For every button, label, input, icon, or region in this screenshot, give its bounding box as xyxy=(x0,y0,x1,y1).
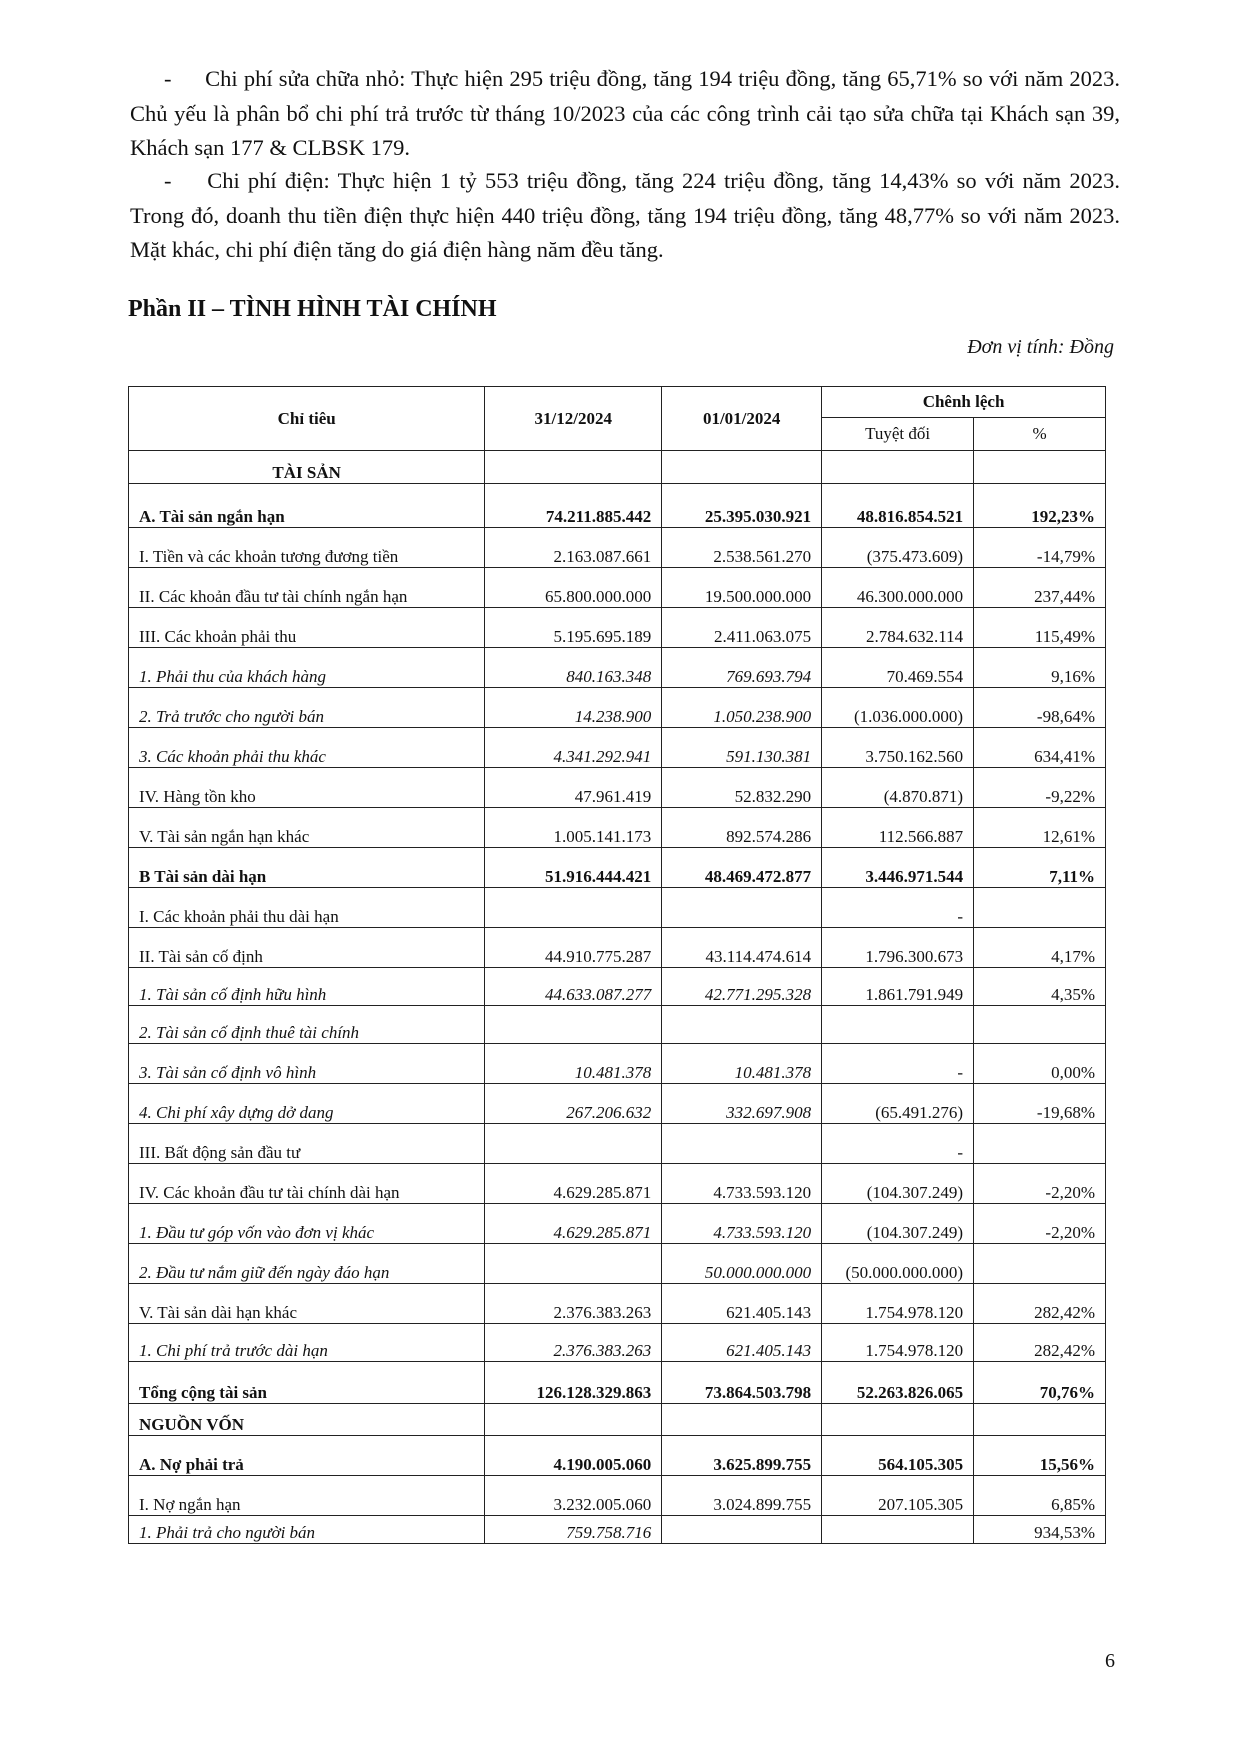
table-row xyxy=(129,1362,1106,1404)
header-01-01-2024: 01/01/2024 xyxy=(662,387,822,451)
cell-01-01-2024: 19.500.000.000 xyxy=(662,568,822,608)
paragraph-text: Chi phí sửa chữa nhỏ: Thực hiện 295 triệu đồng, tăng 194 triệu đồng, tăng 65,71% so với năm 2023. Chủ yếu là phân bổ chi phí trả trước từ tháng 10/2023 của các công trình cải tạo sửa chữa tại Khách sạn 39, Khách sạn 177 & CLBSK 179. xyxy=(130,66,1120,160)
table-row xyxy=(129,728,1106,768)
cell-tuyet-doi: - xyxy=(822,1044,974,1084)
table-row xyxy=(129,648,1106,688)
header-percent: % xyxy=(974,418,1106,451)
page-number: 6 xyxy=(1105,1650,1115,1672)
table-row xyxy=(129,568,1106,608)
table-row xyxy=(129,1436,1106,1476)
table-row xyxy=(129,1006,1106,1044)
cell-31-12-2024: 4.341.292.941 xyxy=(485,728,662,768)
cell-31-12-2024: 267.206.632 xyxy=(485,1084,662,1124)
cell-tuyet-doi: (104.307.249) xyxy=(822,1164,974,1204)
table-row xyxy=(129,1044,1106,1084)
cell-tuyet-doi: 1.754.978.120 xyxy=(822,1324,974,1362)
cell-01-01-2024: 48.469.472.877 xyxy=(662,848,822,888)
table-row xyxy=(129,848,1106,888)
cell-percent xyxy=(974,1404,1106,1436)
row-label: II. Tài sản cố định xyxy=(129,928,485,968)
cell-tuyet-doi: (104.307.249) xyxy=(822,1204,974,1244)
cell-tuyet-doi xyxy=(822,1404,974,1436)
cell-percent: -19,68% xyxy=(974,1084,1106,1124)
cell-01-01-2024: 3.625.899.755 xyxy=(662,1436,822,1476)
cell-01-01-2024: 3.024.899.755 xyxy=(662,1476,822,1516)
row-label: I. Các khoản phải thu dài hạn xyxy=(129,888,485,928)
cell-percent xyxy=(974,1244,1106,1284)
cell-percent xyxy=(974,1124,1106,1164)
cell-01-01-2024: 621.405.143 xyxy=(662,1284,822,1324)
cell-tuyet-doi: (375.473.609) xyxy=(822,528,974,568)
row-label: II. Các khoản đầu tư tài chính ngắn hạn xyxy=(129,568,485,608)
row-label: IV. Các khoản đầu tư tài chính dài hạn xyxy=(129,1164,485,1204)
cell-01-01-2024 xyxy=(662,888,822,928)
cell-tuyet-doi: 207.105.305 xyxy=(822,1476,974,1516)
cell-tuyet-doi xyxy=(822,1006,974,1044)
cell-01-01-2024: 4.733.593.120 xyxy=(662,1164,822,1204)
cell-31-12-2024: 5.195.695.189 xyxy=(485,608,662,648)
cell-31-12-2024: 10.481.378 xyxy=(485,1044,662,1084)
cell-percent xyxy=(974,888,1106,928)
row-label: 3. Các khoản phải thu khác xyxy=(129,728,485,768)
row-label: A. Nợ phải trả xyxy=(129,1436,485,1476)
cell-31-12-2024 xyxy=(485,1244,662,1284)
cell-01-01-2024: 50.000.000.000 xyxy=(662,1244,822,1284)
table-row xyxy=(129,808,1106,848)
cell-31-12-2024 xyxy=(485,1404,662,1436)
cell-tuyet-doi: - xyxy=(822,1124,974,1164)
cell-percent xyxy=(974,451,1106,484)
table-row xyxy=(129,688,1106,728)
table-row xyxy=(129,608,1106,648)
cell-percent: 9,16% xyxy=(974,648,1106,688)
cell-31-12-2024: 2.163.087.661 xyxy=(485,528,662,568)
cell-percent: 12,61% xyxy=(974,808,1106,848)
table-row xyxy=(129,484,1106,528)
cell-tuyet-doi: (4.870.871) xyxy=(822,768,974,808)
cell-31-12-2024 xyxy=(485,888,662,928)
row-label: 1. Phải trả cho người bán xyxy=(129,1516,485,1544)
table-row xyxy=(129,1204,1106,1244)
cell-tuyet-doi: 70.469.554 xyxy=(822,648,974,688)
table-row xyxy=(129,1404,1106,1436)
cell-percent: 115,49% xyxy=(974,608,1106,648)
table-row xyxy=(129,1324,1106,1362)
row-label: I. Tiền và các khoản tương đương tiền xyxy=(129,528,485,568)
cell-tuyet-doi: 564.105.305 xyxy=(822,1436,974,1476)
cell-percent: -14,79% xyxy=(974,528,1106,568)
cell-01-01-2024: 1.050.238.900 xyxy=(662,688,822,728)
table-body xyxy=(129,451,1106,1544)
cell-percent: 934,53% xyxy=(974,1516,1106,1544)
cell-01-01-2024 xyxy=(662,1516,822,1544)
cell-31-12-2024: 74.211.885.442 xyxy=(485,484,662,528)
cell-percent: 282,42% xyxy=(974,1324,1106,1362)
cell-percent: 634,41% xyxy=(974,728,1106,768)
cell-tuyet-doi: 52.263.826.065 xyxy=(822,1362,974,1404)
cell-percent: 237,44% xyxy=(974,568,1106,608)
paragraph-electricity-cost xyxy=(130,164,1120,268)
cell-percent: 282,42% xyxy=(974,1284,1106,1324)
cell-tuyet-doi: 2.784.632.114 xyxy=(822,608,974,648)
paragraph-minor-repair-cost xyxy=(130,62,1120,166)
cell-31-12-2024: 4.190.005.060 xyxy=(485,1436,662,1476)
cell-01-01-2024: 43.114.474.614 xyxy=(662,928,822,968)
cell-tuyet-doi xyxy=(822,1516,974,1544)
cell-01-01-2024 xyxy=(662,1404,822,1436)
cell-tuyet-doi: 46.300.000.000 xyxy=(822,568,974,608)
cell-percent: 70,76% xyxy=(974,1362,1106,1404)
paragraph-text: Chi phí điện: Thực hiện 1 tỷ 553 triệu đồng, tăng 224 triệu đồng, tăng 14,43% so với năm 2023. Trong đó, doanh thu tiền điện thực hiện 440 triệu đồng, tăng 194 triệu đồng, tăng 48,77% so với năm 2023. Mặt khác, chi phí điện tăng do giá điện hàng năm đều tăng. xyxy=(130,168,1120,262)
row-label: B Tài sản dài hạn xyxy=(129,848,485,888)
table-row xyxy=(129,1164,1106,1204)
cell-tuyet-doi: 112.566.887 xyxy=(822,808,974,848)
header-31-12-2024: 31/12/2024 xyxy=(485,387,662,451)
cell-01-01-2024: 10.481.378 xyxy=(662,1044,822,1084)
row-label: 2. Đầu tư nắm giữ đến ngày đáo hạn xyxy=(129,1244,485,1284)
cell-31-12-2024: 65.800.000.000 xyxy=(485,568,662,608)
cell-percent: 7,11% xyxy=(974,848,1106,888)
cell-percent: 4,35% xyxy=(974,968,1106,1006)
header-chenh-lech: Chênh lệch xyxy=(822,387,1106,418)
cell-percent xyxy=(974,1006,1106,1044)
row-label: 2. Tài sản cố định thuê tài chính xyxy=(129,1006,485,1044)
cell-31-12-2024 xyxy=(485,1124,662,1164)
bullet-dash: - xyxy=(164,66,172,91)
row-label: 1. Tài sản cố định hữu hình xyxy=(129,968,485,1006)
cell-tuyet-doi: 3.446.971.544 xyxy=(822,848,974,888)
cell-tuyet-doi: - xyxy=(822,888,974,928)
cell-percent: 6,85% xyxy=(974,1476,1106,1516)
cell-01-01-2024: 2.411.063.075 xyxy=(662,608,822,648)
unit-note: Đơn vị tính: Đồng xyxy=(967,336,1114,358)
cell-tuyet-doi: 1.796.300.673 xyxy=(822,928,974,968)
table-row xyxy=(129,888,1106,928)
cell-31-12-2024: 759.758.716 xyxy=(485,1516,662,1544)
row-label: 2. Trả trước cho người bán xyxy=(129,688,485,728)
table-row xyxy=(129,528,1106,568)
row-label: V. Tài sản dài hạn khác xyxy=(129,1284,485,1324)
cell-01-01-2024: 769.693.794 xyxy=(662,648,822,688)
cell-01-01-2024: 52.832.290 xyxy=(662,768,822,808)
cell-31-12-2024: 44.910.775.287 xyxy=(485,928,662,968)
cell-percent: -9,22% xyxy=(974,768,1106,808)
cell-31-12-2024: 2.376.383.263 xyxy=(485,1324,662,1362)
table-row xyxy=(129,1284,1106,1324)
row-label: NGUỒN VỐN xyxy=(129,1404,485,1436)
cell-31-12-2024: 51.916.444.421 xyxy=(485,848,662,888)
table-row xyxy=(129,1124,1106,1164)
cell-tuyet-doi: (50.000.000.000) xyxy=(822,1244,974,1284)
row-label: 1. Chi phí trả trước dài hạn xyxy=(129,1324,485,1362)
table-row xyxy=(129,768,1106,808)
table-row xyxy=(129,968,1106,1006)
table-row xyxy=(129,451,1106,484)
table-row xyxy=(129,1084,1106,1124)
row-label: A. Tài sản ngắn hạn xyxy=(129,484,485,528)
row-label: 1. Đầu tư góp vốn vào đơn vị khác xyxy=(129,1204,485,1244)
cell-01-01-2024: 73.864.503.798 xyxy=(662,1362,822,1404)
cell-01-01-2024: 25.395.030.921 xyxy=(662,484,822,528)
cell-31-12-2024 xyxy=(485,451,662,484)
table-row xyxy=(129,928,1106,968)
cell-01-01-2024 xyxy=(662,451,822,484)
cell-tuyet-doi: (1.036.000.000) xyxy=(822,688,974,728)
row-label: IV. Hàng tồn kho xyxy=(129,768,485,808)
cell-percent: 0,00% xyxy=(974,1044,1106,1084)
cell-01-01-2024: 332.697.908 xyxy=(662,1084,822,1124)
row-label: 1. Phải thu của khách hàng xyxy=(129,648,485,688)
cell-percent: 4,17% xyxy=(974,928,1106,968)
cell-tuyet-doi: 1.754.978.120 xyxy=(822,1284,974,1324)
section-title: Phần II – TÌNH HÌNH TÀI CHÍNH xyxy=(128,296,497,322)
financial-table xyxy=(128,386,1106,1544)
row-label: I. Nợ ngắn hạn xyxy=(129,1476,485,1516)
cell-tuyet-doi: 48.816.854.521 xyxy=(822,484,974,528)
cell-31-12-2024: 1.005.141.173 xyxy=(485,808,662,848)
cell-01-01-2024: 42.771.295.328 xyxy=(662,968,822,1006)
cell-31-12-2024: 4.629.285.871 xyxy=(485,1164,662,1204)
row-label: 4. Chi phí xây dựng dở dang xyxy=(129,1084,485,1124)
cell-01-01-2024: 2.538.561.270 xyxy=(662,528,822,568)
cell-tuyet-doi xyxy=(822,451,974,484)
row-label: TÀI SẢN xyxy=(129,451,485,484)
cell-31-12-2024: 126.128.329.863 xyxy=(485,1362,662,1404)
cell-tuyet-doi: (65.491.276) xyxy=(822,1084,974,1124)
cell-tuyet-doi: 1.861.791.949 xyxy=(822,968,974,1006)
row-label: 3. Tài sản cố định vô hình xyxy=(129,1044,485,1084)
cell-tuyet-doi: 3.750.162.560 xyxy=(822,728,974,768)
table-row xyxy=(129,1244,1106,1284)
cell-31-12-2024: 14.238.900 xyxy=(485,688,662,728)
cell-percent: 192,23% xyxy=(974,484,1106,528)
header-tuyet-doi: Tuyệt đối xyxy=(822,418,974,451)
cell-percent: -98,64% xyxy=(974,688,1106,728)
table-row xyxy=(129,1516,1106,1544)
cell-31-12-2024: 44.633.087.277 xyxy=(485,968,662,1006)
cell-31-12-2024: 2.376.383.263 xyxy=(485,1284,662,1324)
cell-percent: 15,56% xyxy=(974,1436,1106,1476)
row-label: Tổng cộng tài sản xyxy=(129,1362,485,1404)
row-label: V. Tài sản ngắn hạn khác xyxy=(129,808,485,848)
cell-01-01-2024: 4.733.593.120 xyxy=(662,1204,822,1244)
header-chi-tieu: Chỉ tiêu xyxy=(129,387,485,451)
cell-01-01-2024: 591.130.381 xyxy=(662,728,822,768)
cell-01-01-2024: 621.405.143 xyxy=(662,1324,822,1362)
table-row xyxy=(129,1476,1106,1516)
bullet-dash: - xyxy=(164,168,172,193)
cell-31-12-2024: 4.629.285.871 xyxy=(485,1204,662,1244)
cell-percent: -2,20% xyxy=(974,1164,1106,1204)
cell-31-12-2024: 840.163.348 xyxy=(485,648,662,688)
cell-01-01-2024 xyxy=(662,1124,822,1164)
cell-01-01-2024: 892.574.286 xyxy=(662,808,822,848)
cell-31-12-2024: 47.961.419 xyxy=(485,768,662,808)
cell-percent: -2,20% xyxy=(974,1204,1106,1244)
cell-31-12-2024: 3.232.005.060 xyxy=(485,1476,662,1516)
row-label: III. Các khoản phải thu xyxy=(129,608,485,648)
cell-31-12-2024 xyxy=(485,1006,662,1044)
cell-01-01-2024 xyxy=(662,1006,822,1044)
row-label: III. Bất động sản đầu tư xyxy=(129,1124,485,1164)
